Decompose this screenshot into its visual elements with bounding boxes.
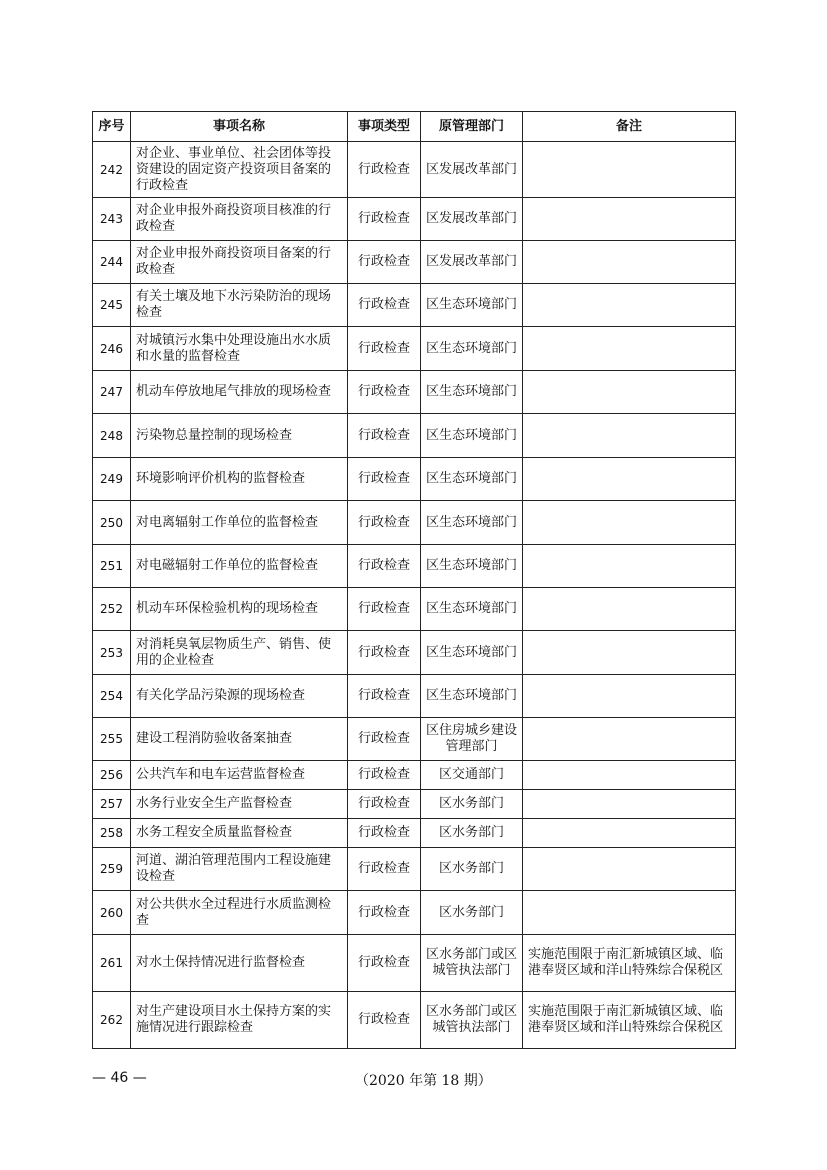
table-row bbox=[93, 675, 736, 718]
table-row bbox=[93, 992, 736, 1049]
cell-item-name: 对消耗臭氧层物质生产、销售、使用的企业检查 bbox=[131, 631, 348, 675]
cell-item-name: 有关化学品污染源的现场检查 bbox=[131, 675, 348, 718]
cell-remarks bbox=[523, 848, 736, 891]
cell-department: 区生态环境部门 bbox=[421, 631, 523, 675]
cell-remarks bbox=[523, 761, 736, 790]
cell-item-type: 行政检查 bbox=[348, 992, 421, 1049]
cell-seq: 256 bbox=[93, 761, 131, 790]
cell-item-name: 污染物总量控制的现场检查 bbox=[131, 414, 348, 458]
table-row bbox=[93, 761, 736, 790]
header-dept: 原管理部门 bbox=[421, 112, 523, 142]
cell-remarks bbox=[523, 718, 736, 761]
cell-item-type: 行政检查 bbox=[348, 891, 421, 935]
cell-item-name: 建设工程消防验收备案抽查 bbox=[131, 718, 348, 761]
cell-item-type: 行政检查 bbox=[348, 790, 421, 819]
cell-seq: 242 bbox=[93, 142, 131, 198]
cell-seq: 260 bbox=[93, 891, 131, 935]
cell-item-type: 行政检查 bbox=[348, 458, 421, 501]
cell-item-name: 有关土壤及地下水污染防治的现场检查 bbox=[131, 284, 348, 327]
cell-seq: 246 bbox=[93, 327, 131, 371]
cell-item-name: 对电磁辐射工作单位的监督检查 bbox=[131, 545, 348, 588]
cell-remarks bbox=[523, 631, 736, 675]
cell-item-name: 机动车环保检验机构的现场检查 bbox=[131, 588, 348, 631]
cell-item-name: 对公共供水全过程进行水质监测检查 bbox=[131, 891, 348, 935]
cell-item-type: 行政检查 bbox=[348, 718, 421, 761]
cell-seq: 258 bbox=[93, 819, 131, 848]
cell-department: 区水务部门 bbox=[421, 848, 523, 891]
header-seq: 序号 bbox=[93, 112, 131, 142]
cell-remarks: 实施范围限于南汇新城镇区域、临港奉贤区域和洋山特殊综合保税区 bbox=[523, 935, 736, 992]
cell-remarks bbox=[523, 142, 736, 198]
cell-remarks bbox=[523, 675, 736, 718]
cell-remarks bbox=[523, 414, 736, 458]
cell-seq: 262 bbox=[93, 992, 131, 1049]
cell-department: 区生态环境部门 bbox=[421, 284, 523, 327]
cell-remarks bbox=[523, 241, 736, 284]
table-row bbox=[93, 327, 736, 371]
cell-remarks bbox=[523, 198, 736, 241]
cell-item-type: 行政检查 bbox=[348, 819, 421, 848]
cell-item-type: 行政检查 bbox=[348, 198, 421, 241]
cell-seq: 259 bbox=[93, 848, 131, 891]
cell-department: 区水务部门或区城管执法部门 bbox=[421, 935, 523, 992]
cell-item-type: 行政检查 bbox=[348, 142, 421, 198]
inspection-items-table bbox=[92, 111, 736, 1049]
table-row bbox=[93, 501, 736, 545]
cell-remarks bbox=[523, 588, 736, 631]
table-row bbox=[93, 371, 736, 414]
cell-remarks bbox=[523, 819, 736, 848]
cell-department: 区生态环境部门 bbox=[421, 501, 523, 545]
cell-department: 区生态环境部门 bbox=[421, 327, 523, 371]
cell-item-name: 对生产建设项目水土保持方案的实施情况进行跟踪检查 bbox=[131, 992, 348, 1049]
table-row bbox=[93, 241, 736, 284]
cell-department: 区生态环境部门 bbox=[421, 545, 523, 588]
table-row bbox=[93, 631, 736, 675]
cell-seq: 248 bbox=[93, 414, 131, 458]
cell-item-name: 机动车停放地尾气排放的现场检查 bbox=[131, 371, 348, 414]
cell-remarks bbox=[523, 891, 736, 935]
cell-seq: 252 bbox=[93, 588, 131, 631]
cell-seq: 247 bbox=[93, 371, 131, 414]
header-type: 事项类型 bbox=[348, 112, 421, 142]
cell-seq: 250 bbox=[93, 501, 131, 545]
cell-item-type: 行政检查 bbox=[348, 371, 421, 414]
table-row bbox=[93, 891, 736, 935]
cell-department: 区生态环境部门 bbox=[421, 458, 523, 501]
cell-remarks: 实施范围限于南汇新城镇区域、临港奉贤区域和洋山特殊综合保税区 bbox=[523, 992, 736, 1049]
header-note: 备注 bbox=[523, 112, 736, 142]
cell-item-name: 对水土保持情况进行监督检查 bbox=[131, 935, 348, 992]
cell-item-name: 河道、湖泊管理范围内工程设施建设检查 bbox=[131, 848, 348, 891]
cell-department: 区生态环境部门 bbox=[421, 675, 523, 718]
cell-department: 区住房城乡建设管理部门 bbox=[421, 718, 523, 761]
cell-seq: 244 bbox=[93, 241, 131, 284]
cell-seq: 245 bbox=[93, 284, 131, 327]
cell-item-type: 行政检查 bbox=[348, 761, 421, 790]
cell-item-type: 行政检查 bbox=[348, 501, 421, 545]
cell-department: 区水务部门或区城管执法部门 bbox=[421, 992, 523, 1049]
cell-item-type: 行政检查 bbox=[348, 327, 421, 371]
cell-department: 区生态环境部门 bbox=[421, 414, 523, 458]
cell-item-type: 行政检查 bbox=[348, 848, 421, 891]
cell-item-name: 对企业、事业单位、社会团体等投资建设的固定资产投资项目备案的行政检查 bbox=[131, 142, 348, 198]
page-number: — 46 — bbox=[92, 1070, 147, 1086]
table-row bbox=[93, 545, 736, 588]
header-name: 事项名称 bbox=[131, 112, 348, 142]
cell-seq: 255 bbox=[93, 718, 131, 761]
cell-remarks bbox=[523, 458, 736, 501]
cell-item-name: 对电离辐射工作单位的监督检查 bbox=[131, 501, 348, 545]
cell-seq: 251 bbox=[93, 545, 131, 588]
cell-seq: 243 bbox=[93, 198, 131, 241]
cell-item-name: 对企业申报外商投资项目核准的行政检查 bbox=[131, 198, 348, 241]
cell-department: 区水务部门 bbox=[421, 819, 523, 848]
cell-department: 区发展改革部门 bbox=[421, 142, 523, 198]
table-row bbox=[93, 588, 736, 631]
cell-item-type: 行政检查 bbox=[348, 284, 421, 327]
table-row bbox=[93, 458, 736, 501]
table-row bbox=[93, 198, 736, 241]
cell-remarks bbox=[523, 327, 736, 371]
issue-label: （2020 年第 18 期） bbox=[355, 1073, 492, 1089]
table-header-row bbox=[93, 112, 736, 142]
cell-remarks bbox=[523, 371, 736, 414]
cell-item-name: 对城镇污水集中处理设施出水水质和水量的监督检查 bbox=[131, 327, 348, 371]
table-row bbox=[93, 819, 736, 848]
cell-department: 区发展改革部门 bbox=[421, 241, 523, 284]
cell-item-type: 行政检查 bbox=[348, 588, 421, 631]
table-row bbox=[93, 284, 736, 327]
cell-seq: 253 bbox=[93, 631, 131, 675]
cell-item-type: 行政检查 bbox=[348, 241, 421, 284]
cell-item-name: 水务行业安全生产监督检查 bbox=[131, 790, 348, 819]
table-row bbox=[93, 935, 736, 992]
cell-remarks bbox=[523, 284, 736, 327]
cell-item-name: 水务工程安全质量监督检查 bbox=[131, 819, 348, 848]
table-row bbox=[93, 414, 736, 458]
cell-item-type: 行政检查 bbox=[348, 414, 421, 458]
cell-remarks bbox=[523, 790, 736, 819]
table-row bbox=[93, 790, 736, 819]
table-row bbox=[93, 142, 736, 198]
cell-seq: 257 bbox=[93, 790, 131, 819]
cell-item-type: 行政检查 bbox=[348, 675, 421, 718]
cell-remarks bbox=[523, 545, 736, 588]
cell-department: 区发展改革部门 bbox=[421, 198, 523, 241]
cell-seq: 254 bbox=[93, 675, 131, 718]
cell-item-name: 对企业申报外商投资项目备案的行政检查 bbox=[131, 241, 348, 284]
cell-item-type: 行政检查 bbox=[348, 545, 421, 588]
cell-department: 区生态环境部门 bbox=[421, 371, 523, 414]
cell-item-name: 公共汽车和电车运营监督检查 bbox=[131, 761, 348, 790]
cell-item-type: 行政检查 bbox=[348, 631, 421, 675]
table-row bbox=[93, 848, 736, 891]
cell-item-type: 行政检查 bbox=[348, 935, 421, 992]
cell-department: 区水务部门 bbox=[421, 891, 523, 935]
cell-seq: 249 bbox=[93, 458, 131, 501]
cell-department: 区水务部门 bbox=[421, 790, 523, 819]
cell-remarks bbox=[523, 501, 736, 545]
cell-item-name: 环境影响评价机构的监督检查 bbox=[131, 458, 348, 501]
table-row bbox=[93, 718, 736, 761]
cell-department: 区交通部门 bbox=[421, 761, 523, 790]
cell-department: 区生态环境部门 bbox=[421, 588, 523, 631]
cell-seq: 261 bbox=[93, 935, 131, 992]
